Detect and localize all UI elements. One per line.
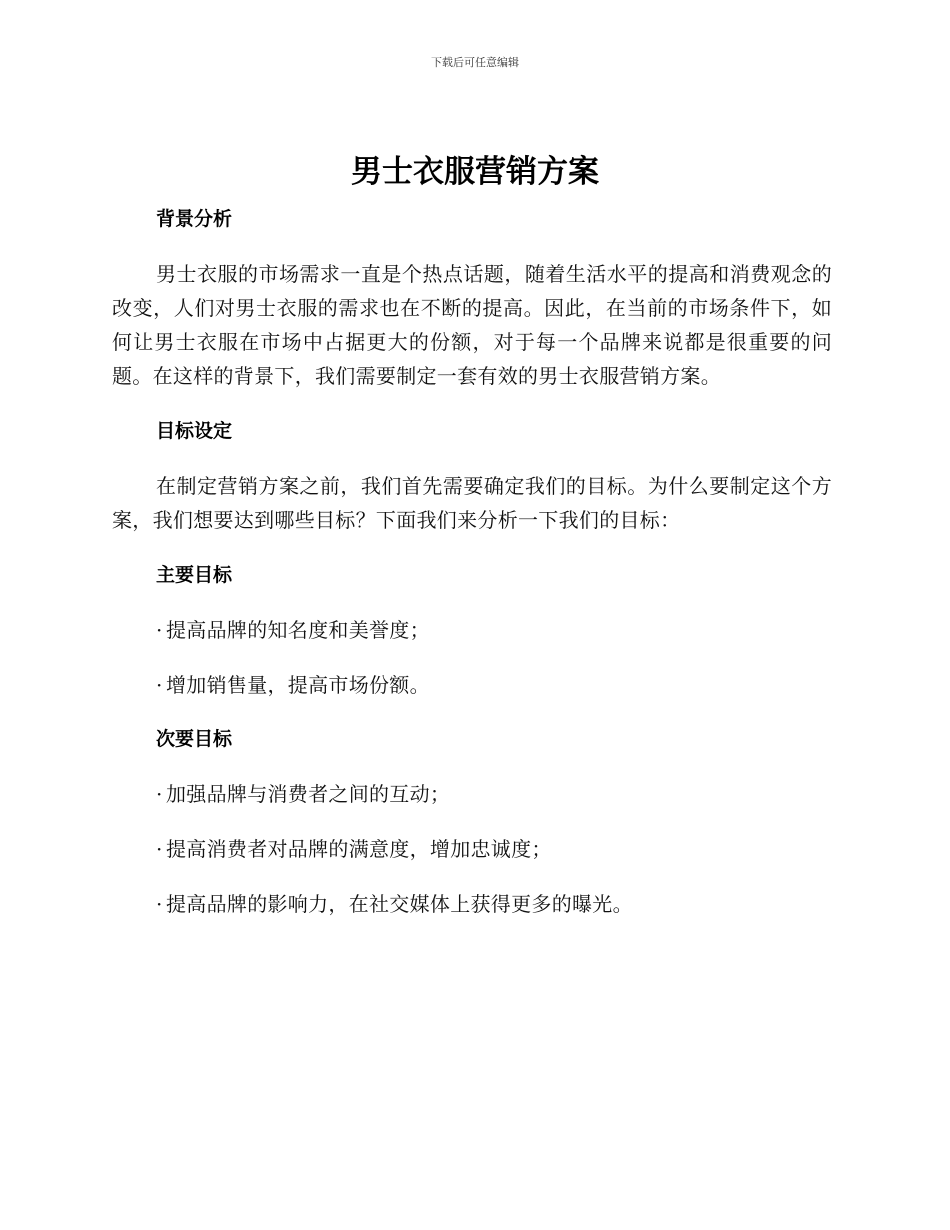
background-paragraph: 男士衣服的市场需求一直是个热点话题，随着生活水平的提高和消费观念的改变，人们对男士衣服的需求也在不断的提高。因此，在当前的市场条件下，如何让男士衣服在市场中占据更大的份额，对于每一个品牌来说都是很重要的问题。在这样的背景下，我们需要制定一套有效的男士衣服营销方案。 <box>112 262 832 388</box>
bullet-marker: · <box>156 673 163 697</box>
list-item-text: 提高品牌的影响力，在社交媒体上获得更多的曝光。 <box>166 892 633 916</box>
section-heading-primary-goals: 主要目标 <box>156 564 233 586</box>
bullet-marker: · <box>156 837 163 861</box>
list-item-text: 提高品牌的知名度和美誉度； <box>166 618 430 642</box>
list-item-text: 增加销售量，提高市场份额。 <box>166 673 430 697</box>
list-item <box>112 668 832 702</box>
section-heading-background: 背景分析 <box>156 208 233 230</box>
list-item <box>112 887 832 921</box>
goals-paragraph: 在制定营销方案之前，我们首先需要确定我们的目标。为什么要制定这个方案，我们想要达到哪些目标？下面我们来分析一下我们的目标： <box>112 474 832 532</box>
header-note: 下载后可任意编辑 <box>431 56 519 69</box>
list-item <box>112 613 832 647</box>
list-item-text: 提高消费者对品牌的满意度，增加忠诚度； <box>166 837 552 861</box>
bullet-marker: · <box>156 782 163 806</box>
document-body <box>112 203 832 942</box>
bullet-marker: · <box>156 618 163 642</box>
list-item-text: 加强品牌与消费者之间的互动； <box>166 782 451 806</box>
document-title: 男士衣服营销方案 <box>351 154 599 190</box>
list-item <box>112 832 832 866</box>
section-heading-secondary-goals: 次要目标 <box>156 728 233 750</box>
bullet-marker: · <box>156 892 163 916</box>
list-item <box>112 777 832 811</box>
section-heading-goals: 目标设定 <box>156 420 233 442</box>
